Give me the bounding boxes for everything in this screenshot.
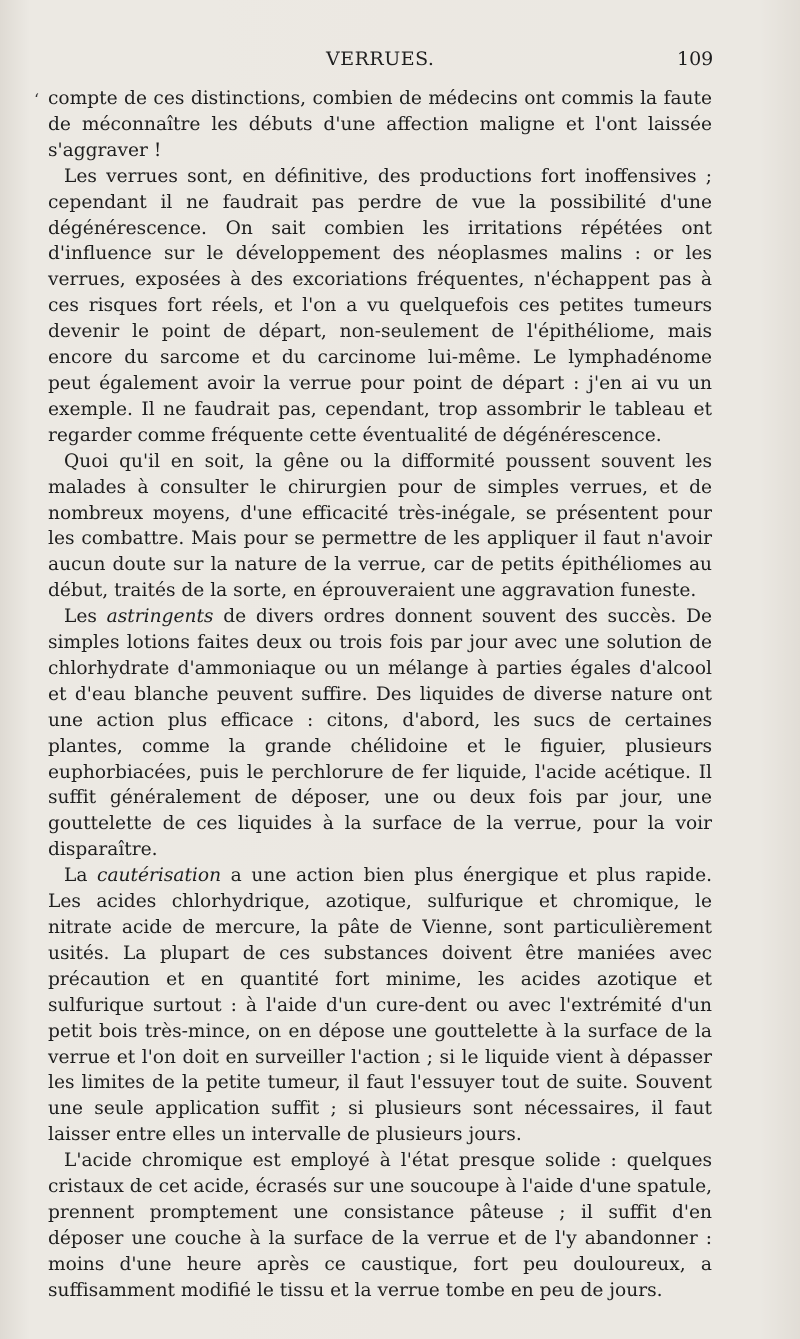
- page-header: [0, 48, 800, 74]
- paragraph-text: Les verrues sont, en définitive, des productions fort inoffensives ; cependant il ne faudrait pas perdre de vue la possibilité d'une dégénérescence. On sait combien les irritations répétées ont d'influence sur le développement des néoplasmes malins : or les verrues, exposées à des excoriations fréquentes, n'échappent pas à ces risques fort réels, et l'on a vu quelquefois ces petites tumeurs devenir le point de départ, non-seulement de l'épithéliome, mais encore du sarcome et du carcinome lui-même. Le lymphadénome peut également avoir la verrue pour point de départ : j'en ai vu un exemple. Il ne faudrait pas, cependant, trop assombrir le tableau et regarder comme fréquente cette éventualité de dégénérescence.: [48, 165, 712, 446]
- paragraph-2: [48, 164, 712, 449]
- paragraph-5: [48, 863, 712, 1148]
- paragraph-text: de divers ordres donnent souvent des succès. De simples lotions faites deux ou trois fois par jour avec une solution de chlorhydrate d'ammoniaque ou un mélange à parties égales d'alcool et d'eau blanche peuvent suffire. Des liquides de diverse nature ont une action plus efficace : citons, d'abord, les sucs de certaines plantes, comme la grande chélidoine et le figuier, plusieurs euphorbiacées, puis le perchlorure de fer liquide, l'acide acétique. Il suffit généralement de déposer, une ou deux fois par jour, une gouttelette de ces liquides à la surface de la verrue, pour la voir disparaître.: [48, 606, 712, 861]
- paragraph-1: [48, 86, 712, 164]
- paragraph-text: Quoi qu'il en soit, la gêne ou la difformité poussent souvent les malades à consulter le chirurgien pour de simples verrues, et de nombreux moyens, d'une efficacité très-inégale, se présentent pour les combattre. Mais pour se permettre de les appliquer il faut n'avoir aucun doute sur la nature de la verrue, car de petits épithéliomes au début, traités de la sorte, en éprouveraient une aggravation funeste.: [48, 450, 712, 602]
- paragraph-lead: La: [64, 865, 98, 887]
- term-astringents: astringents: [106, 606, 214, 628]
- paragraph-text: compte de ces distinctions, combien de médecins ont commis la faute de méconnaître les débuts d'une affection maligne et l'ont laissée s'aggraver !: [48, 88, 712, 161]
- paragraph-text: a une action bien plus énergique et plus rapide. Les acides chlorhydrique, azotique, sulfurique et chromique, le nitrate acide de mercure, la pâte de Vienne, sont particulièrement usités. La plupart de ces substances doivent être maniées avec précaution et en quantité fort minime, les acides azotique et sulfurique surtout : à l'aide d'un cure-dent ou avec l'extrémité d'un petit bois très-mince, on en dépose une gouttelette à la surface de la verrue et l'on doit en surveiller l'action ; si le liquide vient à dépasser les limites de la petite tumeur, il faut l'essuyer tout de suite. Souvent une seule application suffit ; si plusieurs sont nécessaires, il faut laisser entre elles un intervalle de plusieurs jours.: [48, 865, 712, 1146]
- page-number: 109: [677, 48, 714, 70]
- paragraph-text: L'acide chromique est employé à l'état presque solide : quelques cristaux de cet acide, écrasés sur une soucoupe à l'aide d'une spatule, prennent promptement une consistance pâteuse ; il suffit d'en déposer une couche à la surface de la verrue et de l'y abandonner : moins d'une heure après ce caustique, fort peu douloureux, a suffisamment modifié le tissu et la verrue tombe en peu de jours.: [48, 1150, 712, 1301]
- body-text: [48, 86, 712, 1304]
- paragraph-6: [48, 1148, 712, 1303]
- paragraph-3: [48, 449, 712, 604]
- term-cauterisation: cautérisation: [97, 865, 222, 887]
- paragraph-4: [48, 604, 712, 863]
- paragraph-lead: Les: [64, 606, 107, 628]
- running-title: VERRUES.: [326, 48, 435, 70]
- margin-mark: ʻ: [34, 90, 40, 109]
